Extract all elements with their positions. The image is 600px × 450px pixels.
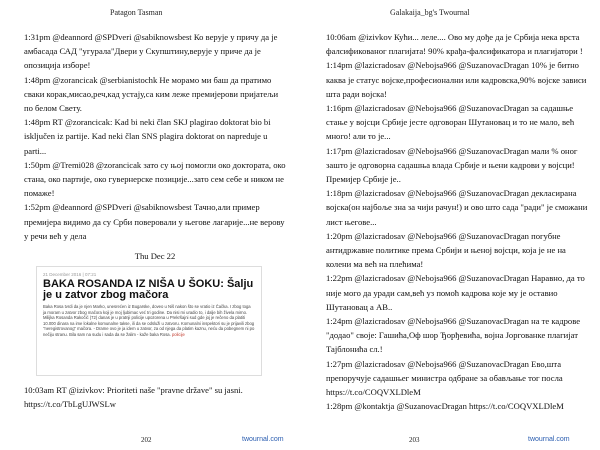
page-number-right: 203 — [409, 436, 420, 444]
tweet-entry: 1:16pm @lazicradosav @Nebojsa966 @SuzanovacDragan за садашње стање у војсци Србије јесте одговоран Шутановац и то не мало, већ много! али то је... — [326, 103, 575, 142]
tweet-entry: 1:20pm @lazicradosav @Nebojsa966 @SuzanovacDragan погубне антидржавне политике према Србији и њеној војсци, која је не на колени мa већ на плећима! — [326, 230, 566, 270]
footer-link-right[interactable]: twournal.com — [528, 436, 570, 443]
running-head-right: Galakaija_bg's Twournal — [390, 8, 470, 17]
page-number-left: 202 — [141, 436, 152, 444]
article-headline: BAKA ROSANDA IZ NIŠA U ŠOKU: Šalju je u zatvor zbog mačora — [43, 278, 254, 301]
tweet-entry: 1:50pm @Tremi028 @zorancicak зато су њој помогли око доктората, око стана, око партије, око гувернерске позиције...зато сем себе и ником не помаже! — [24, 159, 286, 199]
article-date: 21 December 2016 | 07:21 — [43, 272, 97, 277]
tweet-entry: 1:27pm @lazicradosav @Nebojsa966 @SuzanovacDragan Ево,шта препоручује садашњег министра одбране за обављање тог посла https://t.co/COQVXLDleM — [326, 358, 563, 398]
tweet-entry: 1:17pm @lazicradosav @Nebojsa966 @SuzanovacDragan мали % оног зашто је одговорна садашња влада Србије и њени кадрови у војсци! Премијер Србије је.. — [326, 145, 578, 185]
footer-link-left[interactable]: twournal.com — [242, 436, 284, 443]
tweet-entry: 1:52pm @deannord @SPDveri @sabiknowsbest Тачно,али пример премијера видимо да су Срби поверовали у његове лагарије...не верову у речи већ у дела — [24, 202, 285, 241]
tweet-entry: 1:22pm @lazicradosav @Nebojsa966 @SuzanovacDragan Наравно, да то није мого да уради сам,већ уз помоћ кадрова које му је оставио Шутановац а АВ.. — [326, 273, 585, 312]
tweet-entry: 10:06am @izivkov Кући... леле.... Ово му дође да је Србија нека врста фалсификованог плагијата! 90% крађа-фалсификатора и плагијатори ! — [326, 32, 583, 57]
tweet-entry-bottom: 10:03am RT @izivkov: Prioriteti naše "pravne države" su jasni. https://t.co/TbLgUJWSLw — [24, 385, 243, 410]
day-heading: Thu Dec 22 — [134, 251, 176, 262]
tweet-entry: 1:18pm @lazicradosav @Nebojsa966 @SuzanovacDragan декласирана војска(он најбоље зна за чији рачун!) и ово што сада "ради" је сможани лист његове... — [326, 188, 588, 227]
tweet-entry: 1:24pm @lazicradosav @Nebojsa966 @SuzanovacDragan на те кадрове "додао" своје: Гашића,Оф шор Ђорђевића, војна Јоргованке плагијат Тајблонића сл.! — [326, 316, 581, 355]
article-body-highlight: policije — [171, 331, 185, 337]
article-body — [43, 304, 255, 338]
left-page-text — [24, 30, 286, 269]
article-body-text: Baka Rosa tvrdi da je njen Marko, unesrećen iz Bugarske, doveo u Niš nakon što se vratio iz Čačka. I zbog toga ja moram u zatvor zbog mačora koji je moj ljubimac već tri godine. Da nisi mi uradio to, i dalje bih živela mirno. Milijka Rosanda Rakočić (72) danas je u pratnji policije upozorena u Prekršajni sud gde joj je rečeno da platiti 10.000 dinara na ime lokalne komunalne takse, ili da se odsluži u zatvoru. Komunalni inspektori su je prijavili zbog "neregistrovanog" mačora. - Drame ovo je ja idem u zatvor, za od njega da platim kaznu, neću da pobegnem ni po nečiju stranu. Bila sam na sudu i sada da se žalim - kaže baka Rosa. — [43, 304, 255, 337]
tweet-entry: 1:48pm RT @zorancicak: Kad bi neki član SKJ plagirao doktorat bio bi isključen iz partije. Kad neki član SNS plagira doktorat on napreduje u parti... — [24, 117, 271, 156]
right-page-text — [326, 30, 588, 413]
running-head-left: Patagon Tasman — [110, 8, 163, 17]
tweet-entry: 1:28pm @kontaktja @SuzanovacDragan https://t.co/COQVXLDleM — [326, 401, 564, 412]
tweet-entry: 1:31pm @deannord @SPDveri @sabiknowsbest Ко верује у причу да је амбасада САД "угурала"Двери у Скупштину,верује у приче да је опозиција изборе! — [24, 32, 278, 71]
right-page — [300, 0, 600, 450]
article-screenshot-image — [36, 266, 262, 376]
tweet-entry: 1:48pm @zorancicak @serbianistochk Не морамо ми баш да пратимо сваки корак,мисао,реч,кад устају,са ким леже премијерови пријатељи по белом Свету. — [24, 74, 279, 114]
tweet-entry: 1:14pm @lazicradosav @Nebojsa966 @SuzanovacDragan 10% је битно каква је статус војске,професионални или кадровска,90% војске зависи шта ради војска! — [326, 60, 587, 99]
